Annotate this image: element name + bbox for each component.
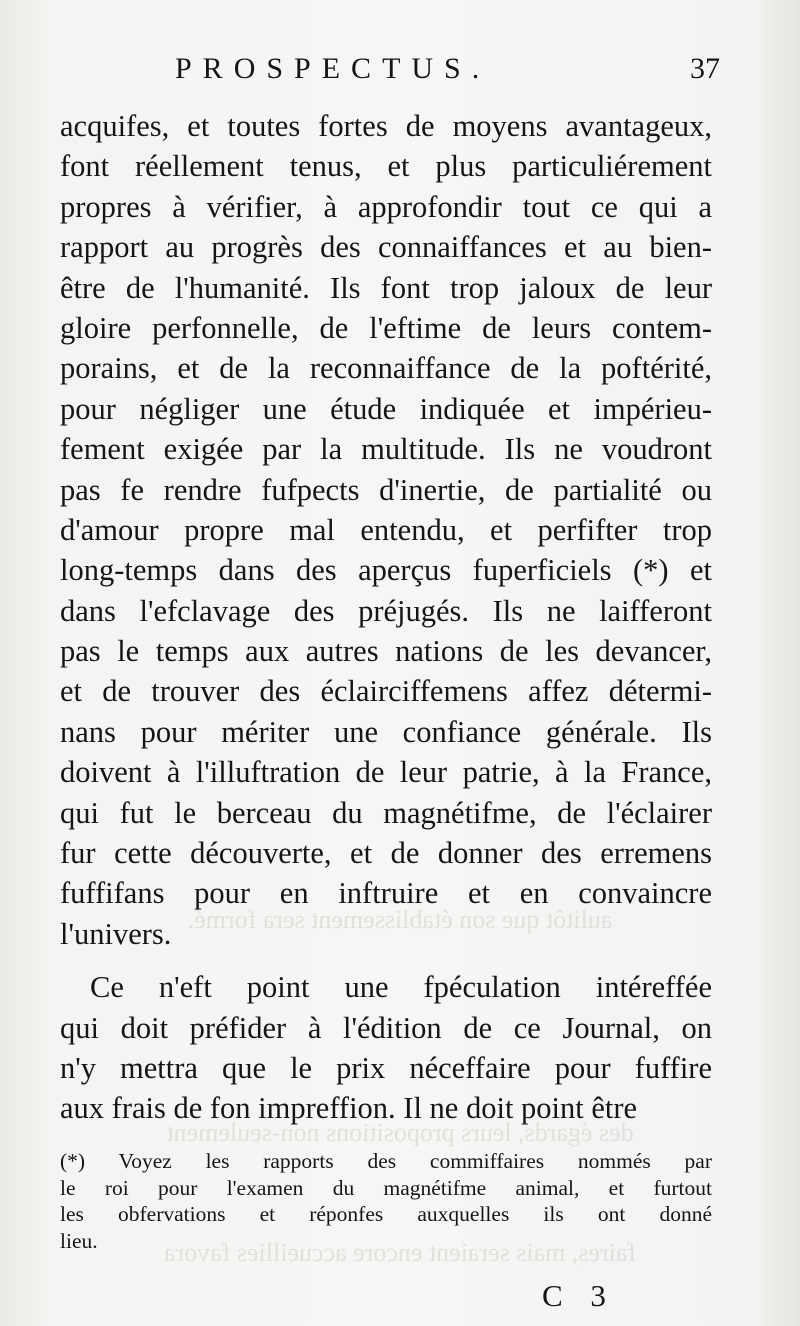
- text-line: le roi pour l'examen du magnétifme animal, et furtout: [60, 1175, 712, 1200]
- text-line: porains, et de la reconnaiffance de la poftérité,: [60, 351, 712, 386]
- show-through-text: aulitôt que son établissement sera formé.: [187, 905, 613, 934]
- text-line: fur cette découverte, et de donner des erremens: [60, 836, 712, 871]
- text-line: d'amour propre mal entendu, et perfifter trop: [60, 512, 712, 547]
- text-line: et de trouver des éclairciffemens affez détermi-: [60, 674, 712, 709]
- signature-mark: C 3: [542, 1278, 616, 1313]
- text-line: propres à vérifier, à approfondir tout ce qui a: [60, 189, 712, 224]
- text-line: (*) Voyez les rapports des commiffaires nommés par: [60, 1149, 712, 1173]
- page-header: [60, 52, 720, 96]
- text-line: être de l'humanité. Ils font trop jaloux de leur: [60, 270, 712, 305]
- footnote: [60, 1148, 712, 1254]
- text-line: nans pour mériter une confiance générale. Ils: [60, 714, 712, 749]
- text-line: rapport au progrès des connaiffances et au bien-: [60, 230, 712, 265]
- text-line: lieu.: [60, 1228, 98, 1253]
- text-line: gloire perfonnelle, de l'eftime de leurs contem-: [60, 310, 712, 345]
- text-line: qui fut le berceau du magnétifme, de l'éclairer: [60, 795, 712, 830]
- show-through-text: faires, mais seraient encore accueillies favora: [163, 1238, 637, 1267]
- text-line: fement exigée par la multitude. Ils ne voudront: [60, 432, 712, 467]
- running-title: PROSPECTUS.: [175, 52, 491, 85]
- text-line: acquifes, et toutes fortes de moyens avantageux,: [60, 109, 712, 143]
- text-line: pas fe rendre fufpects d'inertie, de partialité ou: [60, 472, 712, 507]
- paragraph: [60, 967, 712, 1129]
- text-line: pour négliger une étude indiquée et impérieu-: [60, 391, 712, 426]
- text-line: fuffifans pour en inftruire et en convaincre: [60, 876, 712, 911]
- text-line: pas le temps aux autres nations de les devancer,: [60, 634, 712, 669]
- paragraph-gap: [60, 954, 712, 967]
- text-line: font réellement tenus, et plus particuliérement: [60, 149, 712, 184]
- paragraph: [60, 106, 712, 954]
- text-line: Ce n'eft point une fpéculation intéreffée: [90, 970, 712, 1005]
- text-line: les obfervations et réponfes auxquelles ils ont donné: [60, 1202, 712, 1226]
- show-through-text: des égards, leurs propositions non-seulement: [166, 1118, 634, 1147]
- text-line: long-temps dans des aperçus fuperficiels (*) et: [60, 553, 712, 588]
- text-line: dans l'efclavage des préjugés. Ils ne laifferont: [60, 593, 712, 628]
- text-line: l'univers.: [60, 916, 172, 951]
- text-line: doivent à l'illuftration de leur patrie, à la France,: [60, 755, 712, 790]
- text-line: n'y mettra que le prix néceffaire pour fuffire: [60, 1050, 712, 1085]
- page-number: 37: [690, 52, 720, 85]
- main-text: [60, 106, 712, 1129]
- text-line: aux frais de fon impreffion. Il ne doit point être: [60, 1091, 638, 1126]
- text-line: qui doit préfider à l'édition de ce Journal, on: [60, 1010, 712, 1045]
